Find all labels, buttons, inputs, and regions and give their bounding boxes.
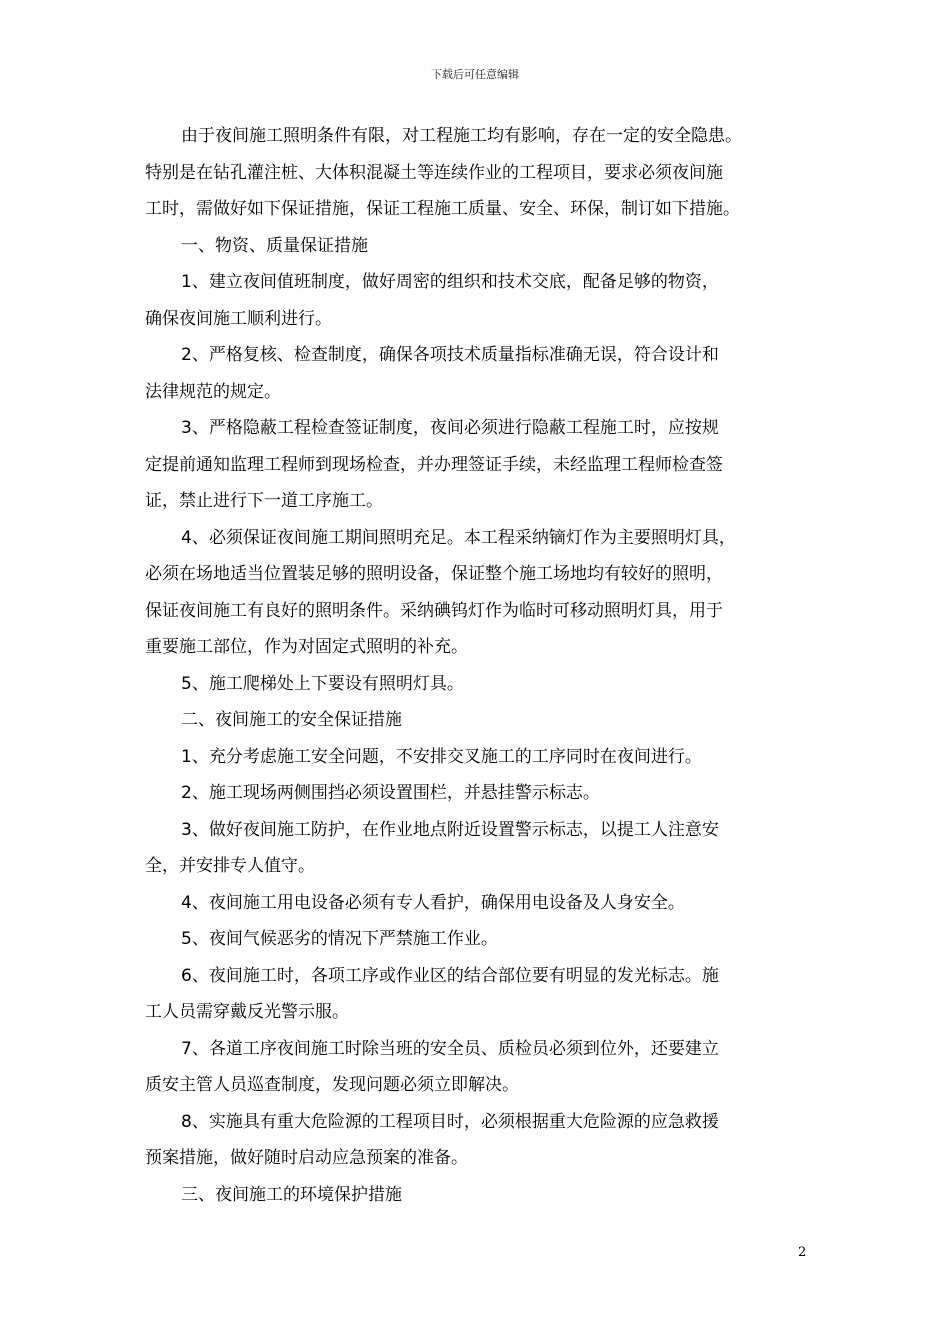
document-body bbox=[145, 118, 795, 1213]
text-line: 工时，需做好如下保证措施，保证工程施工质量、安全、环保，制订如下措施。 bbox=[145, 199, 740, 219]
text-line: 确保夜间施工顺利进行。 bbox=[145, 308, 332, 329]
text-line: 1、建立夜间值班制度，做好周密的组织和技术交底，配备足够的物资， bbox=[181, 272, 719, 292]
text-line: 二、夜间施工的安全保证措施 bbox=[181, 710, 402, 730]
text-line: 三、夜间施工的环境保护措施 bbox=[181, 1184, 402, 1205]
text-line: 2、施工现场两侧围挡必须设置围栏，并悬挂警示标志。 bbox=[181, 783, 600, 803]
text-line: 一、物资、质量保证措施 bbox=[181, 235, 368, 256]
text-line: 4、夜间施工用电设备必须有专人看护，确保用电设备及人身安全。 bbox=[181, 892, 685, 913]
text-line: 预案措施，做好随时启动应急预案的准备。 bbox=[145, 1148, 468, 1168]
page-header: 下载后可任意编辑 bbox=[431, 68, 519, 81]
text-line: 重要施工部位，作为对固定式照明的补充。 bbox=[145, 637, 468, 657]
text-line: 4、必须保证夜间施工期间照明充足。本工程采纳镝灯作为主要照明灯具， bbox=[181, 527, 736, 548]
text-line: 3、做好夜间施工防护，在作业地点附近设置警示标志，以提工人注意安 bbox=[181, 819, 719, 840]
text-line: 5、施工爬梯处上下要设有照明灯具。 bbox=[181, 673, 464, 694]
text-line: 7、各道工序夜间施工时除当班的安全员、质检员必须到位外，还要建立 bbox=[181, 1038, 719, 1059]
page-number: 2 bbox=[798, 1245, 807, 1260]
text-line: 特别是在钻孔灌注桩、大体积混凝土等连续作业的工程项目，要求必须夜间施 bbox=[145, 162, 723, 183]
text-line: 定提前通知监理工程师到现场检查，并办理签证手续，未经监理工程师检查签 bbox=[145, 454, 723, 475]
text-line: 法律规范的规定。 bbox=[145, 381, 281, 402]
text-line: 6、夜间施工时，各项工序或作业区的结合部位要有明显的发光标志。施 bbox=[181, 965, 719, 986]
text-line: 由于夜间施工照明条件有限，对工程施工均有影响，存在一定的安全隐患。 bbox=[181, 126, 742, 146]
text-line: 必须在场地适当位置装足够的照明设备，保证整个施工场地均有较好的照明， bbox=[145, 564, 723, 584]
text-line: 工人员需穿戴反光警示服。 bbox=[145, 1002, 349, 1022]
text-line: 保证夜间施工有良好的照明条件。采纳碘钨灯作为临时可移动照明灯具，用于 bbox=[145, 600, 723, 621]
text-line: 3、严格隐蔽工程检查签证制度，夜间必须进行隐蔽工程施工时，应按规 bbox=[181, 418, 719, 438]
text-line: 8、实施具有重大危险源的工程项目时，必须根据重大危险源的应急救援 bbox=[181, 1111, 719, 1132]
text-line: 1、充分考虑施工安全问题，不安排交叉施工的工序同时在夜间进行。 bbox=[181, 746, 702, 767]
text-line: 全，并安排专人值守。 bbox=[145, 856, 315, 876]
text-line: 证，禁止进行下一道工序施工。 bbox=[145, 491, 383, 511]
text-line: 5、夜间气候恶劣的情况下严禁施工作业。 bbox=[181, 929, 498, 949]
text-line: 质安主管人员巡查制度，发现问题必须立即解决。 bbox=[145, 1075, 519, 1095]
text-line: 2、严格复核、检查制度，确保各项技术质量指标准确无误，符合设计和 bbox=[181, 345, 719, 365]
